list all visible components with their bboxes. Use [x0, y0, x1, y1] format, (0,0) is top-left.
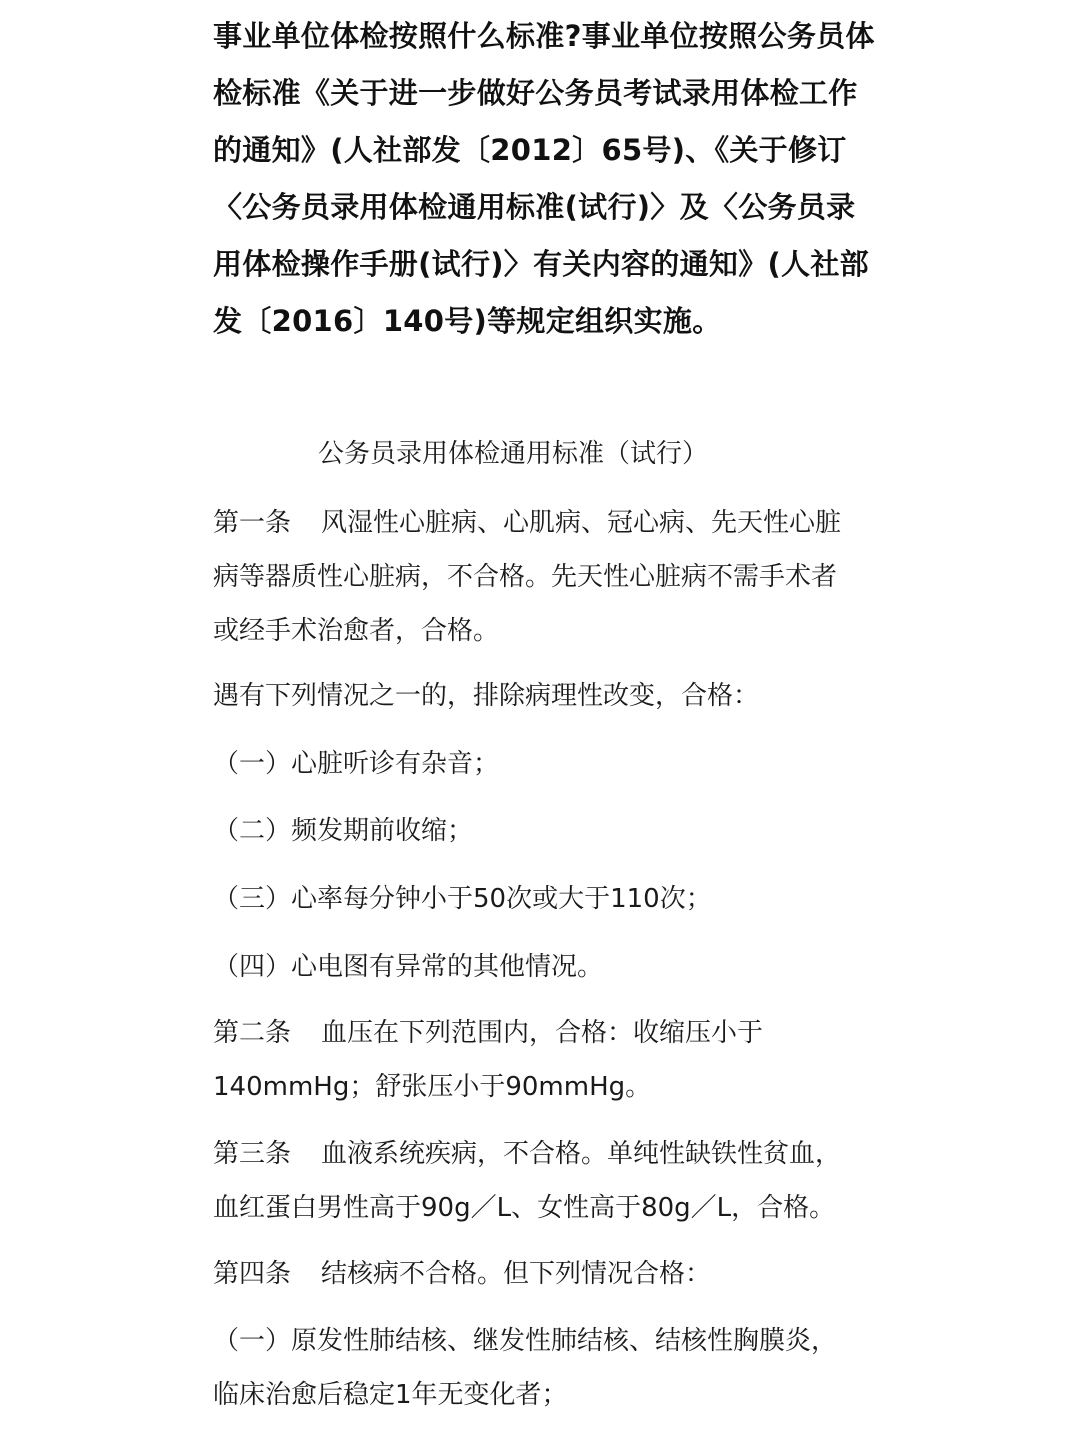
article-line: 病等器质性心脏病，不合格。先天性心脏病不需手术者 — [213, 562, 838, 592]
exception-item-2: （二）频发期前收缩； — [213, 816, 474, 846]
article-text: 结核病不合格。但下列情况合格： — [321, 1259, 712, 1289]
article-text: 血压在下列范围内，合格：收缩压小于 — [321, 1018, 764, 1048]
article-line: 140mmHg；舒张压小于90mmHg。 — [213, 1072, 652, 1102]
article-1 — [213, 496, 841, 658]
article-text: 风湿性心脏病、心肌病、冠心病、先天性心脏 — [321, 508, 842, 538]
intro-line: 发〔2016〕140号)等规定组织实施。 — [213, 304, 722, 338]
exception-item-3: （三）心率每分钟小于50次或大于110次； — [213, 884, 712, 914]
article-line — [213, 1247, 711, 1301]
tb-item-1 — [213, 1314, 837, 1422]
intro-line: 事业单位体检按照什么标准?事业单位按照公务员体 — [213, 19, 875, 53]
article-line — [213, 496, 841, 550]
intro-line: 的通知》(人社部发〔2012〕65号)、《关于修订 — [213, 133, 847, 167]
article-4 — [213, 1247, 711, 1301]
article-label: 第一条 — [213, 508, 292, 538]
intro-line: 〈公务员录用体检通用标准(试行)〉及〈公务员录 — [213, 190, 856, 224]
intro-line: 用体检操作手册(试行)〉有关内容的通知》(人社部 — [213, 247, 869, 281]
article-line — [213, 1127, 841, 1181]
article-text: 血液系统疾病，不合格。单纯性缺铁性贫血， — [321, 1139, 842, 1169]
document-title: 公务员录用体检通用标准（试行） — [318, 439, 709, 469]
article-label: 第三条 — [213, 1139, 292, 1169]
article-2 — [213, 1006, 763, 1114]
article-label: 第四条 — [213, 1259, 292, 1289]
article-line: 或经手术治愈者，合格。 — [213, 616, 500, 646]
intro-line: 检标准《关于进一步做好公务员考试录用体检工作 — [213, 76, 858, 110]
tb-line: （一）原发性肺结核、继发性肺结核、结核性胸膜炎， — [213, 1326, 838, 1356]
article-line: 血红蛋白男性高于90g／L、女性高于80g／L，合格。 — [213, 1193, 836, 1223]
article-label: 第二条 — [213, 1018, 292, 1048]
article-line — [213, 1006, 763, 1060]
exception-item-1: （一）心脏听诊有杂音； — [213, 749, 500, 779]
intro-paragraph — [213, 8, 873, 350]
exception-item-4: （四）心电图有异常的其他情况。 — [213, 952, 604, 982]
article-3 — [213, 1127, 841, 1235]
exceptions-intro: 遇有下列情况之一的，排除病理性改变，合格： — [213, 681, 760, 711]
tb-line: 临床治愈后稳定1年无变化者； — [213, 1380, 568, 1410]
